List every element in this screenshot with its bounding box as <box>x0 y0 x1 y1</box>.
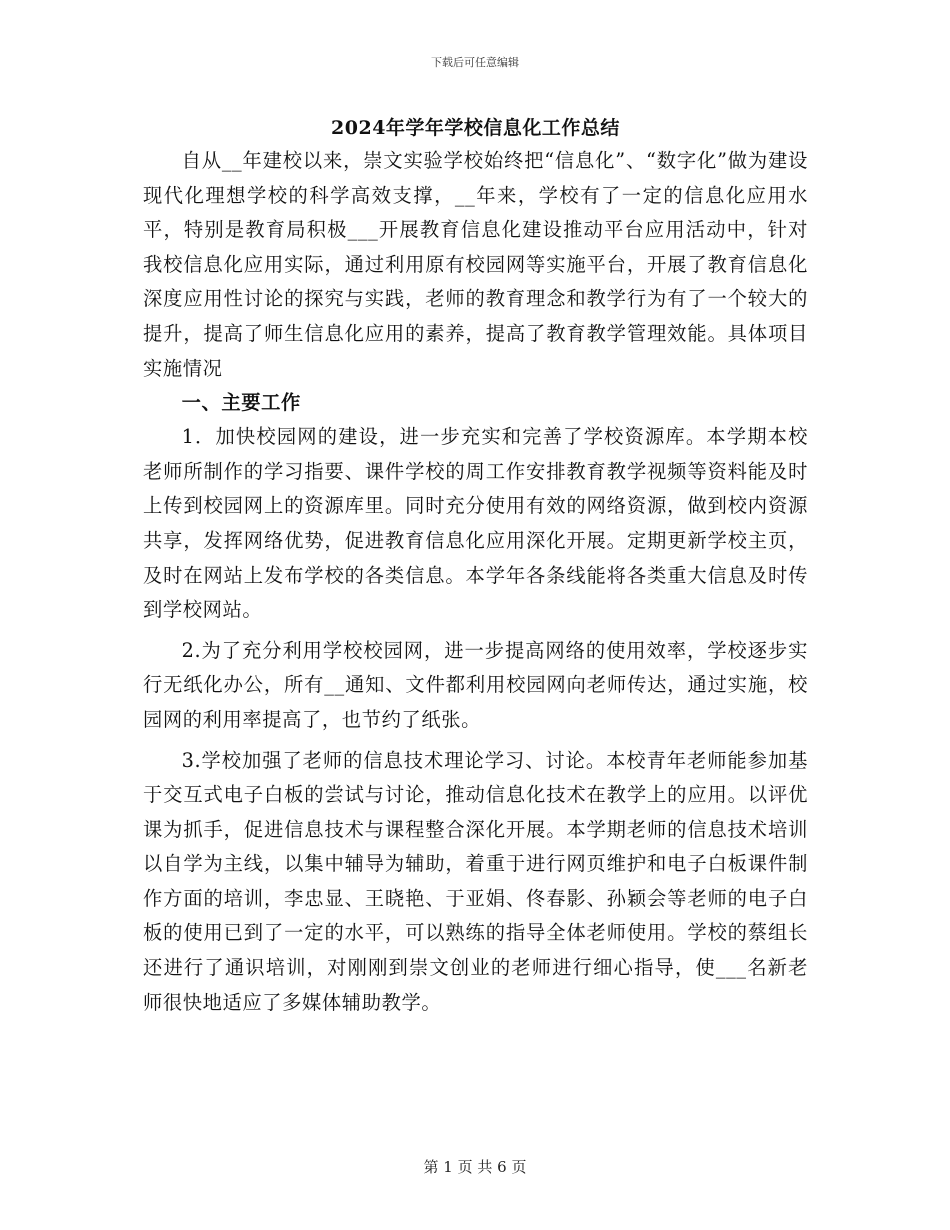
header-note: 下载后可任意编辑 <box>431 56 519 69</box>
section-heading-main-work: 一、主要工作 <box>181 391 301 415</box>
document-title: 2024年学年学校信息化工作总结 <box>331 117 620 139</box>
page-number-footer: 第 1 页 共 6 页 <box>423 1158 527 1176</box>
item-3-paragraph: 3.学校加强了老师的信息技术理论学习、讨论。本校青年老师能参加基于交互式电子白板的尝试与讨论，推动信息化技术在教学上的应用。以评优课为抓手，促进信息技术与课程整合深化开展。本学期老师的信息技术培训以自学为主线，以集中辅导为辅助，着重于进行网页维护和电子白板课件制作方面的培训，李忠显、王晓艳、于亚娟、佟春影、孙颖会等老师的电子白板的使用已到了一定的水平，可以熟练的指导全体老师使用。学校的蔡组长还进行了通识培训，对刚刚到崇文创业的老师进行细心指导，使___名新老师很快地适应了多媒体辅助教学。 <box>143 748 808 1014</box>
document-body <box>143 112 808 1020</box>
item-2-paragraph: 2.为了充分利用学校校园网，进一步提高网络的使用效率，学校逐步实行无纸化办公，所有__通知、文件都利用校园网向老师传达，通过实施，校园网的利用率提高了，也节约了纸张。 <box>143 638 808 731</box>
intro-paragraph: 自从__年建校以来，崇文实验学校始终把“信息化”、“数字化”做为建设现代化理想学校的科学高效支撑，__年来，学校有了一定的信息化应用水平，特别是教育局积极___开展教育信息化建设推动平台应用活动中，针对我校信息化应用实际，通过利用原有校园网等实施平台，开展了教育信息化深度应用性讨论的探究与实践，老师的教育理念和教学行为有了一个较大的提升，提高了师生信息化应用的素养，提高了教育教学管理效能。具体项目实施情况 <box>143 149 808 380</box>
item-1-paragraph: 1．加快校园网的建设，进一步充实和完善了学校资源库。本学期本校老师所制作的学习指要、课件学校的周工作安排教育教学视频等资料能及时上传到校园网上的资源库里。同时充分使用有效的网络资源，做到校内资源共享，发挥网络优势，促进教育信息化应用深化开展。定期更新学校主页，及时在网站上发布学校的各类信息。本学年各条线能将各类重大信息及时传到学校网站。 <box>143 425 808 622</box>
